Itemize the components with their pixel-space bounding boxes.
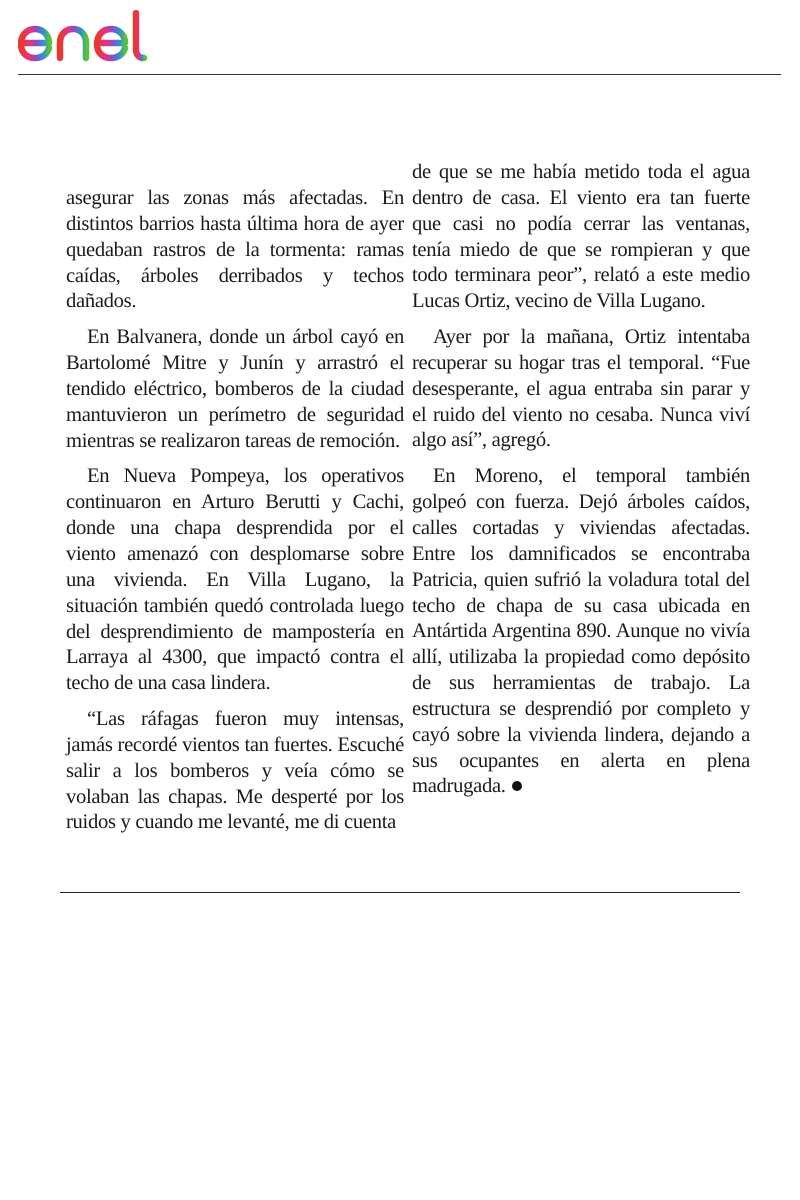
article-paragraph: de que se me había metido toda el agua dentro de casa. El viento era tan fuerte que casi no podía cerrar las ventanas, tenía miedo de que se rompieran y que todo terminara peor”, relató a este medio Lucas Ortiz, vecino de Villa Lugano. bbox=[412, 161, 750, 313]
article-paragraph: “Las ráfagas fueron muy intensas, jamás recordé vientos tan fuertes. Escuché salir a los bomberos y veía cómo se volaban las chapas. Me desperté por los ruidos y cuando me levanté, me di cuenta bbox=[66, 708, 404, 834]
article-paragraph: Ayer por la mañana, Ortiz intentaba recuperar su hogar tras el temporal. “Fue desesperante, el agua entraba sin parar y el ruido del viento no cesaba. Nunca viví algo así”, agregó. bbox=[412, 326, 750, 452]
enel-logo bbox=[18, 10, 178, 66]
end-of-article-dot-icon bbox=[512, 781, 522, 791]
article-paragraph: En Nueva Pompeya, los operativos continuaron en Arturo Berutti y Cachi, donde una chapa desprendida por el viento amenazó con desplomarse sobre una vivienda. En Villa Lugano, la situación también quedó controlada luego del desprendimiento de mampostería en Larraya al 4300, que impactó contra el techo de una casa lindera. bbox=[66, 465, 404, 695]
footer-divider bbox=[60, 892, 740, 893]
header-divider bbox=[18, 74, 781, 75]
article-paragraph: En Balvanera, donde un árbol cayó en Bartolomé Mitre y Junín y arrastró el tendido eléctrico, bomberos de la ciudad mantuvieron un perímetro de seguridad mientras se realizaron tareas de remoción. bbox=[66, 326, 404, 452]
article-paragraph-last bbox=[412, 464, 750, 800]
enel-logo-mark bbox=[18, 10, 178, 66]
article-paragraph: asegurar las zonas más afectadas. En distintos barrios hasta última hora de ayer quedaban rastros de la tormenta: ramas caídas, árboles derribados y techos dañados. bbox=[66, 187, 404, 313]
article-column-right bbox=[412, 160, 750, 800]
article-paragraph-text: En Moreno, el temporal también golpeó con fuerza. Dejó árboles caídos, calles cortadas y viviendas afectadas. Entre los damnificados se encontraba Patricia, quien sufrió la voladura total del techo de chapa de su casa ubicada en Antártida Argentina 890. Aunque no vivía allí, utilizaba la propiedad como depósito de sus herramientas de trabajo. La estructura se desprendió por completo y cayó sobre la vivienda lindera, dejando a sus ocupantes en alerta en plena madrugada. bbox=[412, 465, 750, 798]
article-column-left bbox=[66, 186, 404, 836]
